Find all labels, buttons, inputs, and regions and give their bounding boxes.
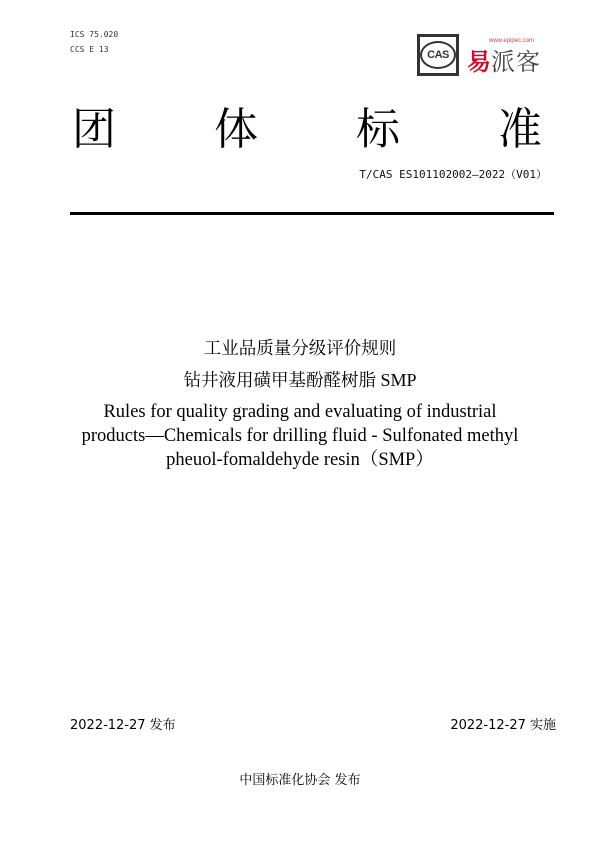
title-en-line: pheuol-fomaldehyde resin（SMP） <box>166 450 434 470</box>
header-divider <box>70 212 554 215</box>
standard-number: T/CAS ES101102002—2022（V01） <box>359 168 547 181</box>
implement-date: 2022-12-27 实施 <box>450 718 556 733</box>
standard-type-heading <box>72 103 542 157</box>
title-cn-line1: 工业品质量分级评价规则 <box>203 339 397 359</box>
ics-code: ICS 75.020 <box>70 30 119 39</box>
cas-logo <box>417 34 459 76</box>
classification-codes <box>70 27 118 57</box>
ccs-code: CCS E 13 <box>70 45 109 54</box>
heading-char: 体 <box>214 104 258 155</box>
brand-mark: 易 <box>467 48 491 76</box>
heading-char: 团 <box>72 104 116 155</box>
title-cn-line2-suffix: SMP <box>375 370 417 390</box>
heading-char: 准 <box>498 104 542 155</box>
title-cn-line2-text: 钻井液用磺甲基酚醛树脂 <box>183 371 376 391</box>
title-en-line: Rules for quality grading and evaluating of industrial <box>103 402 497 422</box>
cas-logo-text: CAS <box>420 41 456 69</box>
brand-name: 派客 <box>491 48 541 76</box>
issue-date: 2022-12-27 发布 <box>70 718 176 733</box>
title-en <box>0 400 600 472</box>
brand-logo <box>467 38 557 78</box>
title-en-line: products—Chemicals for drilling fluid - Sulfonated methyl <box>81 426 519 446</box>
heading-char: 标 <box>356 104 400 155</box>
brand-url: www.epipec.com <box>489 38 535 44</box>
publisher: 中国标准化协会 发布 <box>239 773 361 788</box>
title-cn-line2 <box>0 367 600 394</box>
